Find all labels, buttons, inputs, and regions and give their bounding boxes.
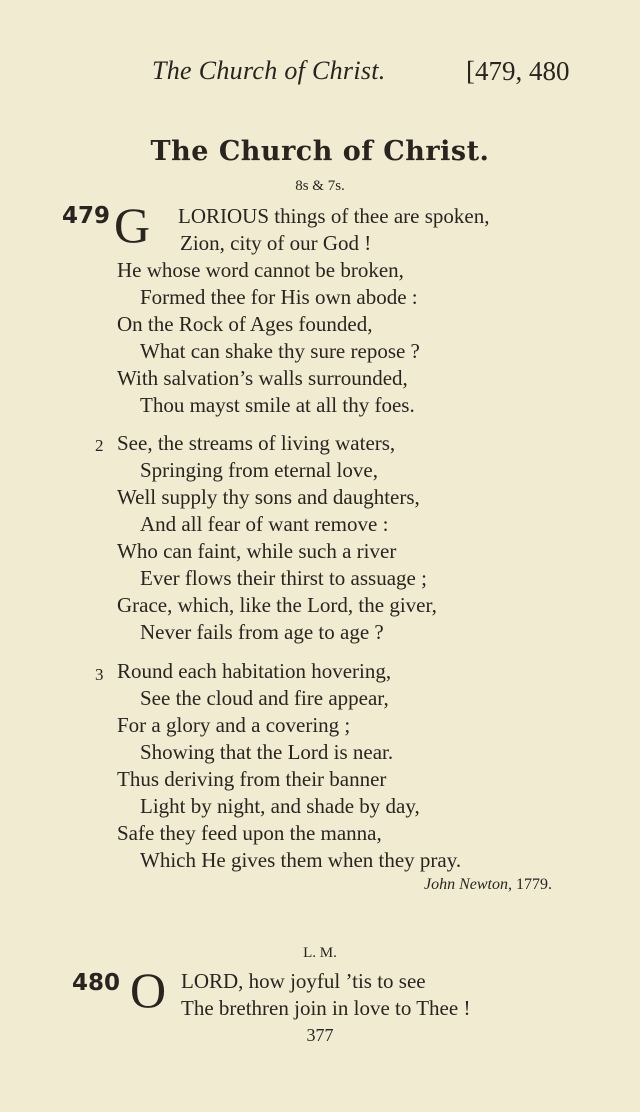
verse-3-line: Round each habitation hovering, — [117, 659, 392, 683]
hymn-range: [479, 480 — [466, 56, 570, 86]
hymn-480-line: The brethren join in love to Thee ! — [181, 996, 471, 1020]
hymn-479-number: 479 — [62, 203, 111, 229]
verse-2-line: Springing from eternal love, — [140, 458, 378, 482]
verse-2-number: 2 — [95, 436, 104, 455]
verse-1-line: Thou mayst smile at all thy foes. — [140, 393, 415, 417]
verse-3-line: Safe they feed upon the manna, — [117, 821, 382, 845]
verse-2-line: Well supply thy sons and daughters, — [117, 485, 420, 509]
verse-2-line: Ever flows their thirst to assuage ; — [140, 566, 427, 590]
verse-3-line: Showing that the Lord is near. — [140, 740, 394, 764]
verse-1-line: On the Rock of Ages founded, — [117, 312, 373, 336]
hymn-479-first-line: LORIOUS things of thee are spoken, — [178, 204, 490, 228]
verse-1-line: Formed thee for His own abode : — [140, 285, 418, 309]
hymn-480-meter: L. M. — [303, 945, 337, 961]
hymn-479-attribution — [424, 876, 552, 894]
author-year: 1779. — [516, 876, 552, 893]
hymn-480-drop-cap: O — [130, 962, 167, 1018]
verse-3-line: See the cloud and fire appear, — [140, 686, 389, 710]
verse-2-line: Grace, which, like the Lord, the giver, — [117, 593, 437, 617]
verse-3-line: For a glory and a covering ; — [117, 713, 351, 737]
hymn-479-meter: 8s & 7s. — [295, 178, 345, 194]
verse-2-line: And all fear of want remove : — [140, 512, 389, 536]
verse-1-line: He whose word cannot be broken, — [117, 258, 404, 282]
verse-2-line: Never fails from age to age ? — [140, 620, 384, 644]
verse-1-line: What can shake thy sure repose ? — [140, 339, 420, 363]
verse-1-line: Zion, city of our God ! — [180, 231, 372, 255]
verse-1-line: With salvation’s walls surrounded, — [117, 366, 408, 390]
verse-3-line: Which He gives them when they pray. — [140, 848, 462, 872]
hymn-480-number: 480 — [72, 970, 121, 996]
author-name: John Newton, — [424, 876, 512, 893]
hymn-480-line: LORD, how joyful ’tis to see — [181, 969, 426, 993]
verse-3-number: 3 — [95, 665, 104, 684]
running-title: The Church of Christ. — [152, 56, 386, 85]
verse-3-line: Thus deriving from their banner — [117, 767, 387, 791]
page-number: 377 — [306, 1025, 334, 1045]
verse-3-line: Light by night, and shade by day, — [140, 794, 420, 818]
verse-2-line: See, the streams of living waters, — [117, 431, 396, 455]
verse-2-line: Who can faint, while such a river — [117, 539, 397, 563]
section-title: The Church of Christ. — [150, 136, 490, 167]
hymn-479-drop-cap: G — [114, 197, 151, 253]
